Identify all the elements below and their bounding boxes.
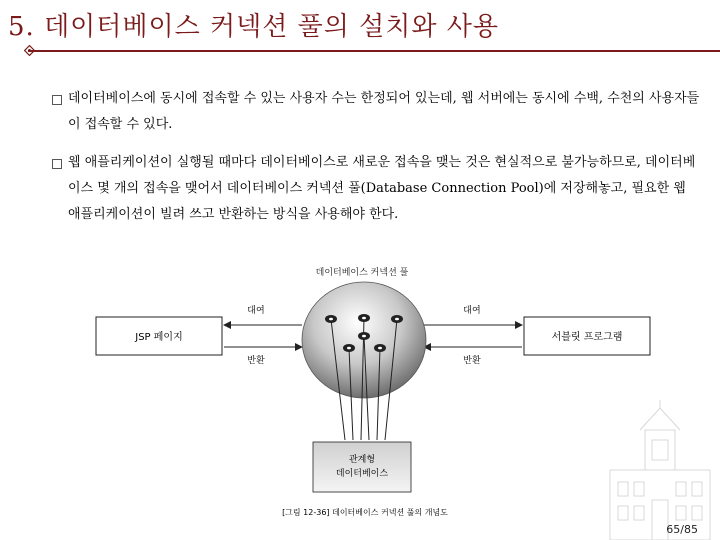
building-watermark-icon	[600, 400, 720, 540]
pool-label: 데이터베이스 커넥션 풀	[315, 268, 409, 278]
servlet-label: 서블릿 프로그램	[551, 332, 623, 343]
bullet-text: 웹 애플리케이션이 실행될 때마다 데이터베이스로 새로운 접속을 맺는 것은 현실적으로 불가능하므로, 데이터베이스 몇 개의 접속을 맺어서 데이터베이스 커넥션 풀(Database Connection Pool)에 저장해놓고, 필요한 웹 애플리케이션이 빌려 쓰고 반환하는 방식을 사용해야 한다.	[68, 155, 696, 222]
borrow-label-right: 대여	[463, 306, 481, 316]
slide-title: 5. 데이터베이스 커넥션 풀의 설치와 사용	[8, 12, 499, 42]
figure-caption: [그림 12-36] 데이터베이스 커넥션 풀의 개념도	[282, 508, 448, 517]
database-box	[313, 442, 411, 492]
database-label-1: 관계형	[348, 455, 376, 465]
return-label-right: 반환	[463, 356, 481, 366]
jsp-page-label: JSP 페이지	[135, 332, 183, 343]
borrow-label-left: 대여	[247, 306, 265, 316]
database-label-2: 데이터베이스	[335, 469, 389, 479]
bullet-text: 데이터베이스에 동시에 접속할 수 있는 사용자 수는 한정되어 있는데, 웹 서버에는 동시에 수백, 수천의 사용자들이 접속할 수 있다.	[68, 91, 700, 132]
return-label-left: 반환	[247, 356, 265, 366]
page-number: 65/85	[666, 523, 698, 536]
